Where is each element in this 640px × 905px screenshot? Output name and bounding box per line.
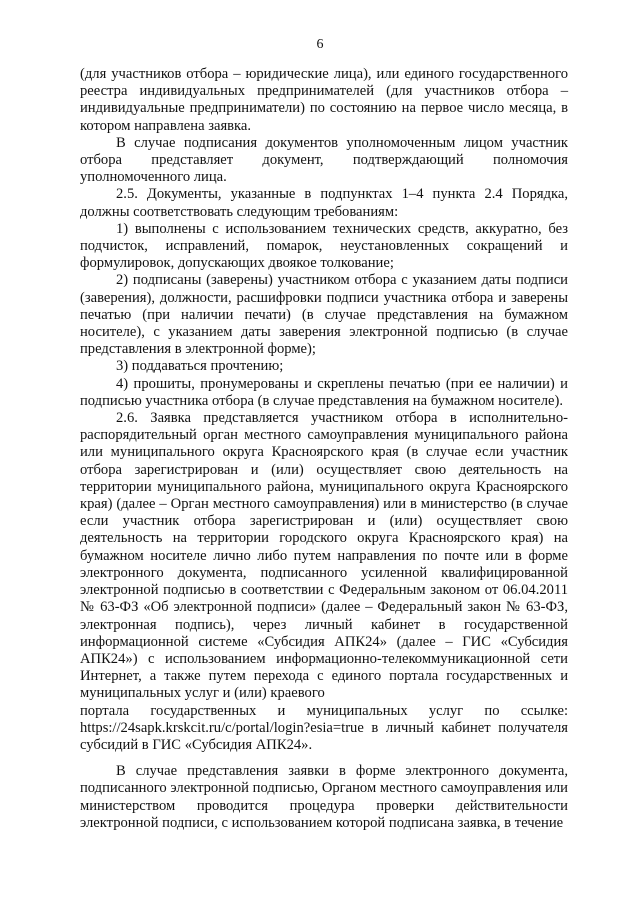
paragraph-10: В случае представления заявки в форме электронного документа, подписанного электронной подписью, Органом местного самоуправления или министерством проводится процедура проверки действительности электронной подписи, с использованием которой подписана заявка, в течение <box>80 763 568 831</box>
paragraph-4: 1) выполнены с использованием технических средств, аккуратно, без подчисток, исправлений, помарок, неустановленных сокращений и формулировок, допускающих двоякое толкование; <box>80 220 568 272</box>
paragraph-3: 2.5. Документы, указанные в подпунктах 1–4 пункта 2.4 Порядка, должны соответствовать следующим требованиям: <box>80 186 568 220</box>
paragraph-2: В случае подписания документов уполномоченным лицом участник отбора представляет документ, подтверждающий полномочия уполномоченного лица. <box>80 134 568 186</box>
document-body <box>80 66 568 832</box>
paragraph-7: 4) прошиты, пронумерованы и скреплены печатью (при ее наличии) и подписью участника отбора (в случае представления на бумажном носителе). <box>80 375 568 409</box>
paragraph-5: 2) подписаны (заверены) участником отбора с указанием даты подписи (заверения), должности, расшифровки подписи участника отбора и заверены печатью (при наличии печати) (в случае представления на бумажном носителе), с указанием даты заверения электронной подписью (в случае представления в электронной форме); <box>80 272 568 358</box>
page-number: 6 <box>316 37 324 52</box>
paragraph-9: портала государственных и муниципальных услуг по ссылке: https://24sapk.krskcit.ru/c/portal/login?esia=true в личный кабинет получателя субсидий в ГИС «Субсидия АПК24». <box>80 702 568 753</box>
paragraph-8: 2.6. Заявка представляется участником отбора в исполнительно-распорядительный орган местного самоуправления муниципального района или муниципального округа Красноярского края (в случае если участник отбора зарегистрирован и (или) осуществляет свою деятельность на территории муниципального района, муниципального округа Красноярского края) (далее – Орган местного самоуправления) или в министерство (в случае если участник отбора зарегистрирован и (или) осуществляет свою деятельность на территории городского округа Красноярского края) на бумажном носителе лично либо путем направления по почте или в форме электронного документа, подписанного усиленной квалифицированной электронной подписью в соответствии с Федеральным законом от 06.04.2011 № 63-ФЗ «Об электронной подписи» (далее – Федеральный закон № 63-ФЗ, электронная подпись), через личный кабинет в государственной информационной системе «Субсидия АПК24» (далее – ГИС «Субсидия АПК24») с использованием информационно-телекоммуникационной сети Интернет, а также путем перехода с единого портала государственных и муниципальных услуг и (или) краевого <box>80 410 568 702</box>
paragraph-6: 3) поддаваться прочтению; <box>116 358 284 375</box>
paragraph-1: (для участников отбора – юридические лица), или единого государственного реестра индивидуальных предпринимателей (для участников отбора – индивидуальные предприниматели) по состоянию на первое число месяца, в котором направлена заявка. <box>80 66 568 134</box>
